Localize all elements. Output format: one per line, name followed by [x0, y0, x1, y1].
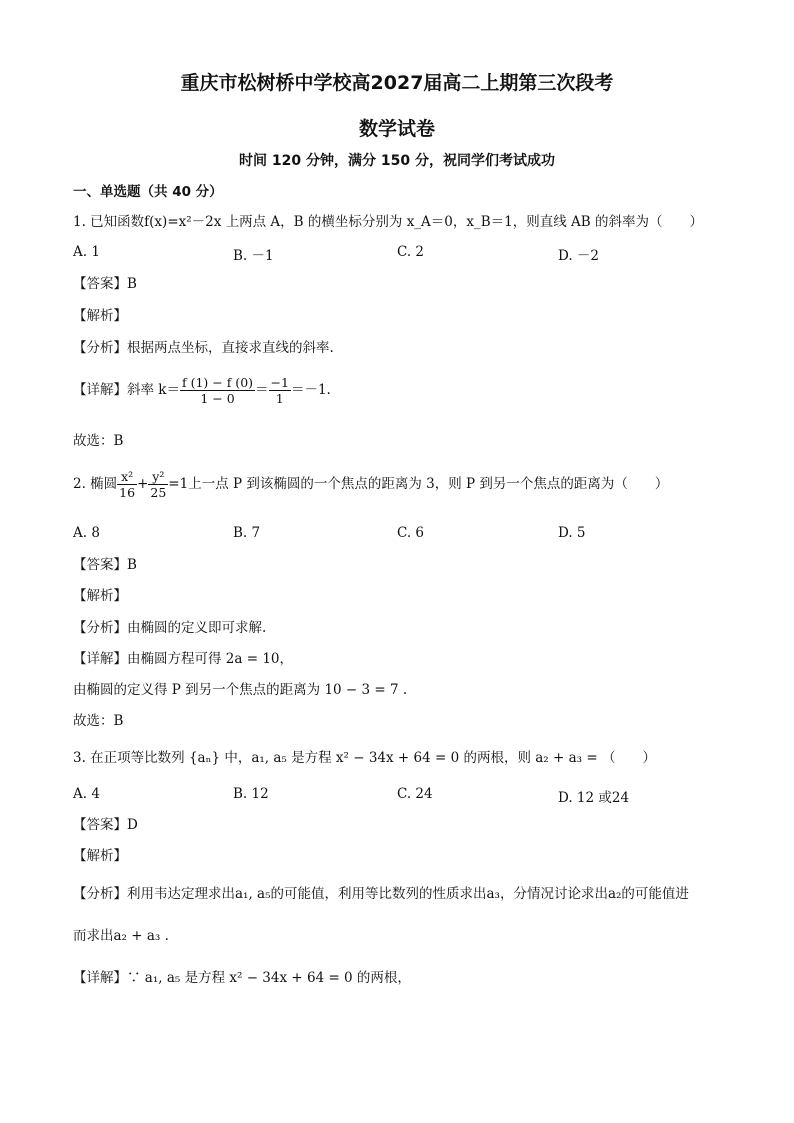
q1-jiexi: 【解析】	[73, 308, 127, 324]
q3-detail: 【详解】∵ a₁, a₅ 是方程 x² − 34x + 64 = 0 的两根，	[73, 970, 411, 986]
q2-stem-suffix: =1上一点 P 到该椭圆的一个焦点的距离为 3，则 P 到另一个焦点的距离为（ ）	[168, 476, 669, 492]
q2-detail-1: 【详解】由椭圆方程可得 2a = 10，	[73, 651, 294, 667]
q3-jiexi: 【解析】	[73, 848, 127, 864]
q2-stem: 2. 椭圆 $\frac{\text{x²}}{16}$ + $\frac{\text{y²}}{25}$ =1上一点 P 到该椭圆的一个焦点的距离为 3，则 P 到另一个焦点的距离为（ ）	[73, 469, 669, 500]
q2-answer: 【答案】B	[73, 557, 137, 573]
exam-title: 重庆市松树桥中学校高2027届高二上期第三次段考	[180, 72, 614, 94]
q1-option-a: A. 1	[73, 244, 100, 260]
q3-option-a: A. 4	[73, 786, 100, 802]
q1-stem: 1. 已知函数f(x)=x²－2x 上两点 A，B 的横坐标分别为 x_A＝0，x_B＝1，则直线 AB 的斜率为（ ）	[73, 214, 704, 230]
q2-option-a: A. 8	[73, 525, 100, 541]
q1-fraction-2	[269, 375, 291, 406]
q2-analysis: 【分析】由椭圆的定义即可求解.	[73, 620, 267, 636]
q1-frac2-den: 1	[275, 391, 284, 406]
q2-fraction-a	[117, 469, 137, 500]
q1-choice: 故选：B	[73, 433, 124, 449]
q3-analysis-1: 【分析】利用韦达定理求出a₁, a₅的可能值，利用等比数列的性质求出a₃，分情况讨论求出a₂的可能值进	[73, 886, 689, 902]
q1-detail-tail: ＝－1.	[290, 382, 331, 398]
q1-detail-prefix: 【详解】斜率 k＝	[73, 382, 180, 398]
q1-frac1-den: 1 − 0	[200, 391, 235, 406]
exam-subject: 数学试卷	[358, 118, 435, 140]
q2-detail-2: 由椭圆的定义得 P 到另一个焦点的距离为 10 − 3 = 7 .	[73, 682, 408, 698]
section-heading: 一、单选题（共 40 分）	[73, 184, 223, 200]
q2-frac-b-den: 25	[150, 485, 167, 500]
q3-stem: 3. 在正项等比数列 {aₙ} 中，a₁, a₅ 是方程 x² − 34x + 64 = 0 的两根，则 a₂ + a₃ = （ ）	[73, 750, 656, 766]
q1-option-d: D. －2	[558, 248, 600, 264]
q2-fraction-b	[148, 469, 168, 500]
q2-option-d: D. 5	[558, 525, 586, 541]
q3-option-c: C. 24	[397, 786, 433, 802]
q2-choice: 故选：B	[73, 713, 124, 729]
q3-answer: 【答案】D	[73, 817, 138, 833]
q1-option-b: B. －1	[233, 248, 274, 264]
q1-option-c: C. 2	[397, 244, 425, 260]
q1-fraction-1	[180, 375, 255, 406]
exam-info: 时间 120 分钟，满分 150 分，祝同学们考试成功	[239, 153, 555, 169]
q2-frac-a-den: 16	[119, 485, 136, 500]
q3-option-d: D. 12 或24	[558, 790, 630, 806]
q2-jiexi: 【解析】	[73, 588, 127, 604]
q2-option-b: B. 7	[233, 525, 261, 541]
q1-answer: 【答案】B	[73, 276, 137, 292]
q1-analysis: 【分析】根据两点坐标，直接求直线的斜率.	[73, 340, 334, 356]
q2-frac-a-num: x²	[117, 469, 137, 485]
q3-analysis-2: 而求出a₂ + a₃ .	[73, 928, 169, 944]
q3-option-b: B. 12	[233, 786, 269, 802]
q1-frac2-num: −1	[270, 375, 289, 390]
q2-frac-b-num: y²	[148, 469, 168, 485]
q1-frac1-num: f (1) − f (0)	[181, 375, 254, 390]
q1-detail: 【详解】斜率 k＝ $\frac{f (1) - f (0)}{1 - 0}$ ＝ $\frac{-1}{1}$ ＝－1.	[73, 375, 331, 406]
q2-option-c: C. 6	[397, 525, 425, 541]
q2-stem-prefix: 2. 椭圆	[73, 476, 118, 492]
